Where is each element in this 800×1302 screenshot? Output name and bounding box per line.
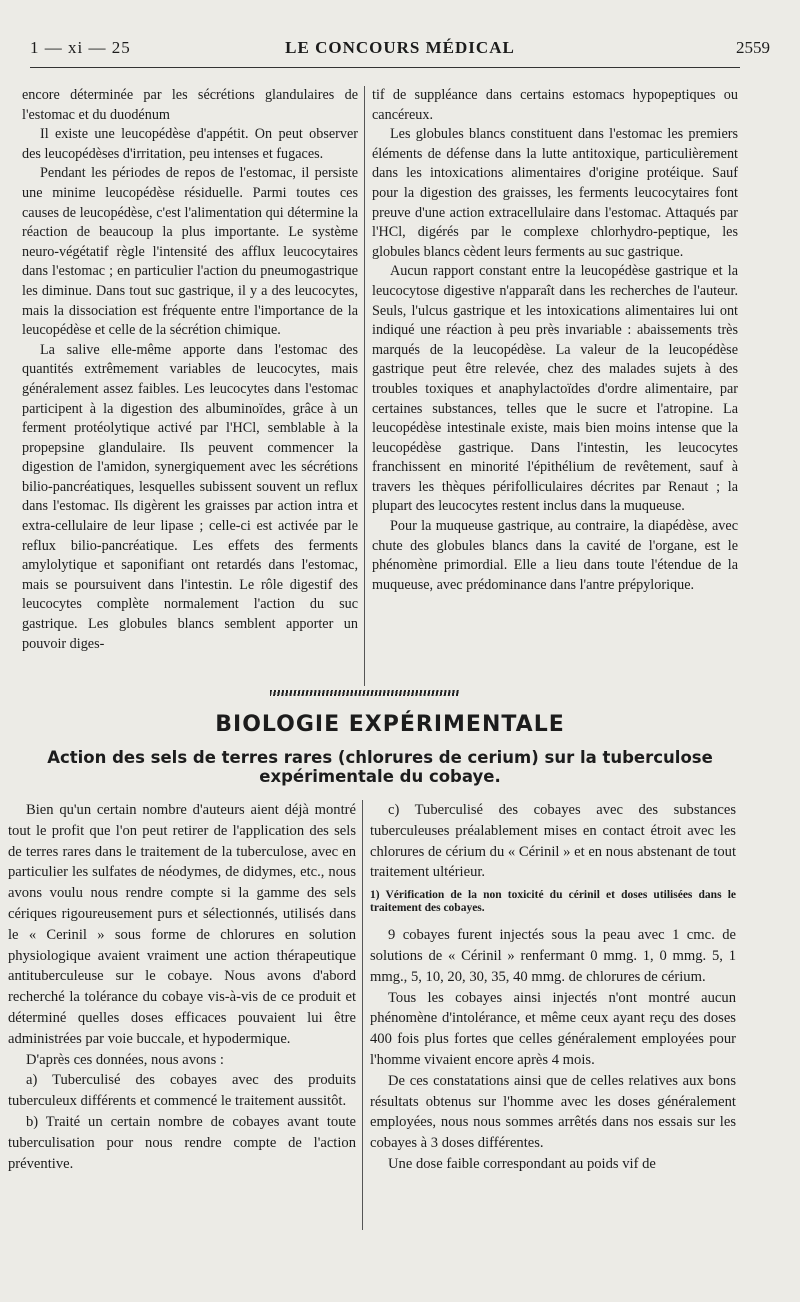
column-divider: [364, 86, 365, 686]
paragraph: Pendant les périodes de repos de l'estomac, il persiste une minime leucopédèse résiduelle. Parmi toutes ces causes de leucopédèse, c'est l'alimentation qui détermine la réaction de beaucoup la plus importante. Le système neuro-végétatif règle l'intensité des afflux leucocytaires dans l'estomac ; en particulier l'action du pneumogastrique les diminue. Dans tout suc gastrique, il y a des leucocytes, mais la dissociation est fréquente entre l'importance de la leucopédèse et celle de la sécrétion chimique.: [22, 165, 358, 339]
paragraph: Il existe une leucopédèse d'appétit. On peut observer des leucopédèses d'irritation, peu intenses et fugaces.: [22, 126, 358, 162]
paragraph: De ces constatations ainsi que de celles relatives aux bons résultats obtenus sur l'homme avec les doses généralement employées, nous nous sommes arrêtés dans nos essais sur les cobayes à 3 doses différentes.: [370, 1072, 736, 1152]
paragraph: Bien qu'un certain nombre d'auteurs aient déjà montré tout le profit que l'on peut retirer de l'application des sels de terres rares dans le traitement de la tuberculose, avec en particulier les sulfates de néodymes, de didymes, etc., nous avons voulu nous rendre compte si la gamme des sels cériques rigoureusement purs et sélectionnés, utilisés dans le « Cerinil » sous forme de chlorures en solution physiologique avaient vraiment une action thérapeutique antituberculeuse sur le cobaye. Nous avons d'abord recherché la tolérance du cobaye vis-à-vis de ce produit et déterminé quelles doses efficaces pouvaient lui être administrées par voie buccale, et hypodermique.: [8, 802, 356, 1047]
paragraph: Tous les cobayes ainsi injectés n'ont montré aucun phénomène d'intolérance, et même ceux ayant reçu des doses 400 fois plus fortes que celles généralement employées pour l'homme vivaient encore après 4 mois.: [370, 989, 736, 1068]
paragraph: encore déterminée par les sécrétions glandulaires de l'estomac et du duodénum: [22, 87, 358, 123]
subsection-heading: 1) Vérification de la non toxicité du cérinil et doses utilisées dans le traitement des cobayes.: [370, 889, 736, 915]
bottom-right-column: [370, 800, 736, 1175]
paragraph: Les globules blancs constituent dans l'estomac les premiers éléments de défense dans la lutte antitoxique, particulièrement dans les intoxications alimentaires d'origine protéique. Sauf pour la digestion des graisses, les ferments leucocytaires font preuve d'une action extracellulaire dans l'estomac. Attaqués par l'HCl, digérés par le complexe chlorhydro-peptique, les globules blancs cèdent leurs ferments au suc gastrique.: [372, 126, 738, 260]
bottom-left-column: [8, 800, 356, 1174]
paragraph: 9 cobayes furent injectés sous la peau avec 1 cmc. de solutions de « Cérinil » renfermant 0 mmg. 1, 0 mmg. 5, 1 mmg., 5, 10, 20, 30, 35, 40 mmg. de chlorures de cérium.: [370, 927, 736, 985]
page-header: [30, 38, 770, 62]
article-title: Action des sels de terres rares (chlorures de cerium) sur la tuberculose expérimentale du cobaye.: [47, 748, 713, 786]
top-right-column: [372, 86, 738, 595]
section-ornament: [270, 690, 460, 696]
paragraph: Pour la muqueuse gastrique, au contraire, la diapédèse, avec chute des globules blancs dans la cavité de l'organe, est le phénomène primordial. Elle a lieu dans toute l'étendue de la muqueuse, avec prédominance dans l'antre prépylorique.: [372, 518, 738, 593]
issue-reference: 1 — xi — 25: [30, 38, 131, 57]
paragraph: Une dose faible correspondant au poids vif de: [388, 1155, 656, 1172]
journal-title: LE CONCOURS MÉDICAL: [285, 38, 515, 57]
column-divider: [362, 800, 363, 1230]
paragraph: c) Tuberculisé des cobayes avec des substances tuberculeuses préalablement mises en contact étroit avec les chlorures de cérium du « Cérinil » et en nous abstenant de tout traitement ultérieur.: [370, 802, 736, 881]
section-title: BIOLOGIE EXPÉRIMENTALE: [215, 712, 565, 737]
paragraph: D'après ces données, nous avons :: [26, 1051, 224, 1068]
header-rule: [30, 67, 740, 68]
paragraph: La salive elle-même apporte dans l'estomac des quantités extrêmement variables de leucocytes, mais généralement assez faibles. Les leucocytes dans l'estomac participent à la digestion des albuminoïdes, grâce à un ferment protéolytique activé par l'HCl, semblable à la propepsine glandulaire. Ils peuvent commencer la digestion de l'amidon, synergiquement avec les sécrétions bilio-pancréatiques, lesquelles subissent souvent un reflux dans l'estomac. Ils digèrent les graisses par action intra et extra-cellulaire de leur lipase ; celle-ci est activée par le reflux bilio-pancréatique. Les effets des ferments amylolytique et saponifiant ont retardés dans l'estomac, mais se poursuivent dans l'intestin. Le rôle digestif des leucocytes complète normalement l'action du suc gastrique. Les globules blancs semblent apporter un pouvoir diges-: [22, 341, 358, 652]
paragraph: b) Traité un certain nombre de cobayes avant toute tuberculisation pour nous rendre compte de l'action préventive.: [8, 1113, 356, 1172]
paragraph: a) Tuberculisé des cobayes avec des produits tuberculeux différents et commencé le traitement aussitôt.: [8, 1072, 356, 1110]
paragraph: tif de suppléance dans certains estomacs hypopeptiques ou cancéreux.: [372, 87, 738, 123]
page-number: 2559: [736, 38, 770, 57]
paragraph: Aucun rapport constant entre la leucopédèse gastrique et la leucocytose digestive n'apparaît dans les recherches de l'auteur. Seuls, l'ulcus gastrique et les intoxications alimentaires lui ont indiqué une réaction à peu près invariable : abaissements très marqués de la leucopédèse. La valeur de la leucopédèse gastrique peut être relevée, chez des malades sujets à des troubles toxiques et anaphylactoïdes d'ordre alimentaire, par certaines substances, telles que le sucre et l'atropine. La leucopédèse intestinale existe, mais bien moins intense que la leucopédèse gastrique. Dans l'intestin, les leucocytes franchissent en minorité l'épithélium de revêtement, sauf à travers les thèques périfolliculaires décrites par Renaut ; la plupart des leucocytes restent inclus dans la muqueuse.: [372, 263, 738, 515]
top-left-column: [22, 86, 358, 654]
